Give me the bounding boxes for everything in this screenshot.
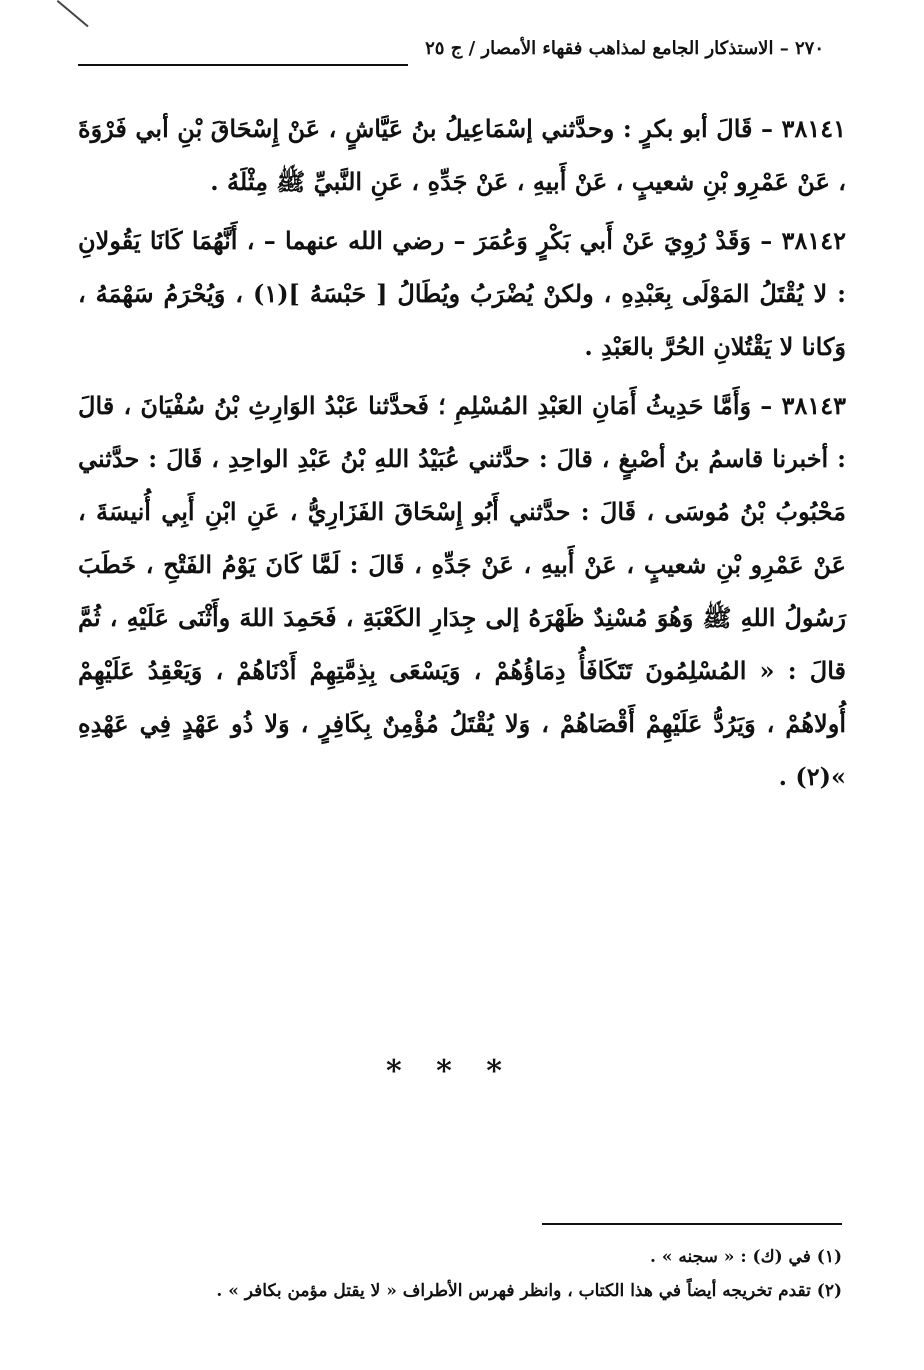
scan-mark bbox=[57, 0, 89, 27]
main-text bbox=[78, 102, 846, 809]
running-header: ٢٧٠ – الاستذكار الجامع لمذاهب فقهاء الأمصار / ج ٢٥ bbox=[425, 38, 824, 59]
section-separator: * * * bbox=[386, 1054, 514, 1089]
header-rule bbox=[78, 64, 408, 66]
footnotes bbox=[78, 1240, 842, 1308]
paragraph-38143: ٣٨١٤٣ – وَأَمَّا حَدِيثُ أَمَانِ العَبْدِ المُسْلِمِ ؛ فَحدَّثنا عَبْدُ الوَارِثِ بْنُ سُفْيَانَ ، قالَ : أخبرنا قاسمُ بنُ أصْبغٍ ، قالَ : حدَّثني عُبَيْدُ اللهِ بْنُ عَبْدِ الواحِدِ ، قَالَ : حدَّثني مَحْبُوبُ بْنُ مُوسَى ، قَالَ : حدَّثني أَبُو إِسْحَاقَ الفَزَارِيُّ ، عَنِ ابْنِ أَبِي أُنيسَةَ ، عَنْ عَمْرِو بْنِ شعيبٍ ، عَنْ أَبيهِ ، عَنْ جَدِّهِ ، قَالَ : لَمَّا كَانَ يَوْمُ الفَتْحِ ، خَطَبَ رَسُولُ اللهِ ﷺ وَهُوَ مُسْنِدٌ ظَهْرَهُ إلى جِدَارِ الكَعْبَةِ ، فَحَمِدَ اللهَ وأَثْنَى عَلَيْهِ ، ثُمَّ قالَ : « المُسْلِمُونَ تَتَكَافَأُ دِمَاؤُهُمْ ، وَيَسْعَى بِذِمَّتِهِمْ أَدْنَاهُمْ ، وَيَعْقِدُ عَلَيْهِمْ أُولاهُمْ ، وَيَرُدُّ عَلَيْهِمْ أَقْصَاهُمْ ، وَلا يُقْتَلُ مُؤْمِنٌ بِكَافِرٍ ، وَلا ذُو عَهْدٍ فِي عَهْدِهِ »(٢) . bbox=[78, 391, 847, 791]
paragraph-38142: ٣٨١٤٢ – وَقَدْ رُوِيَ عَنْ أَبي بَكْرٍ وَعُمَرَ – رضي الله عنهما – ، أَنَّهُمَا كَانَا يَقُولانِ : لا يُقْتَلُ المَوْلَى بِعَبْدِهِ ، ولكنْ يُضْرَبُ ويُطَالُ [ حَبْسَهُ ](١) ، وَيُحْرَمُ سَهْمَهُ ، وَكانا لا يَقْتُلانِ الحُرَّ بالعَبْدِ . bbox=[78, 226, 846, 361]
footnote-1: (١) في (ك) : « سجنه » . bbox=[650, 1247, 842, 1267]
paragraph-38141: ٣٨١٤١ – قَالَ أبو بكرٍ : وحدَّثني إسْمَاعِيلُ بنُ عَيَّاشٍ ، عَنْ إِسْحَاقَ بْنِ أبي فَرْوَةَ ، عَنْ عَمْرِو بْنِ شعيبٍ ، عَنْ أَبيهِ ، عَنْ جَدِّهِ ، عَنِ النَّبيِّ ﷺ مِثْلَهُ . bbox=[78, 114, 846, 196]
footnote-rule bbox=[542, 1223, 842, 1225]
footnote-2: (٢) تقدم تخريجه أيضاً في هذا الكتاب ، وانظر فهرس الأطراف « لا يقتل مؤمن بكافر » . bbox=[216, 1281, 842, 1301]
